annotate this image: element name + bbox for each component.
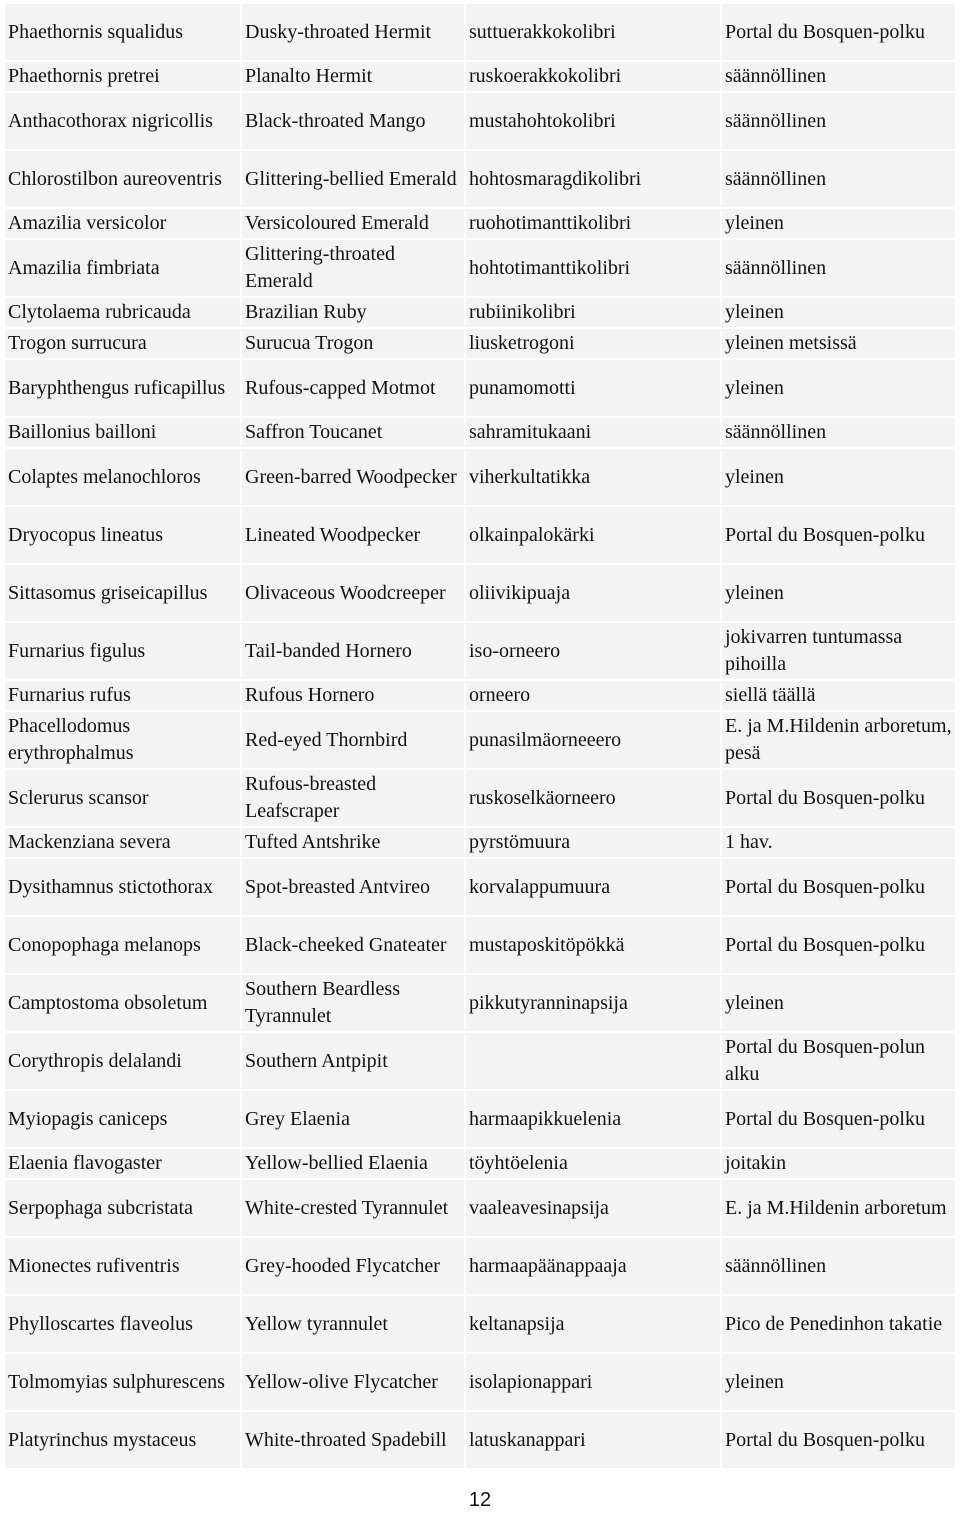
cell-note: säännöllinen [722, 418, 955, 447]
cell-scientific: Furnarius figulus [5, 623, 240, 679]
cell-scientific: Colaptes melanochloros [5, 449, 240, 505]
cell-english: Rufous-capped Motmot [242, 360, 464, 416]
cell-scientific: Amazilia fimbriata [5, 240, 240, 296]
cell-scientific: Baryphthengus ruficapillus [5, 360, 240, 416]
cell-english: Dusky-throated Hermit [242, 4, 464, 60]
table-row [5, 360, 955, 416]
cell-english: White-crested Tyrannulet [242, 1180, 464, 1236]
cell-note: Portal du Bosquen-polku [722, 507, 955, 563]
cell-scientific: Anthacothorax nigricollis [5, 93, 240, 149]
table-row [5, 770, 955, 826]
table-row [5, 917, 955, 973]
cell-finnish: mustahohtokolibri [466, 93, 720, 149]
cell-finnish: hohtosmaragdikolibri [466, 151, 720, 207]
cell-english: Southern Antpipit [242, 1033, 464, 1089]
cell-note: säännöllinen [722, 240, 955, 296]
table-row [5, 828, 955, 857]
cell-note: säännöllinen [722, 151, 955, 207]
cell-note: jokivarren tuntumassa pihoilla [722, 623, 955, 679]
cell-english: Olivaceous Woodcreeper [242, 565, 464, 621]
table-row [5, 329, 955, 358]
cell-english: Spot-breasted Antvireo [242, 859, 464, 915]
cell-finnish: mustaposkitöpökkä [466, 917, 720, 973]
cell-scientific: Dysithamnus stictothorax [5, 859, 240, 915]
cell-note: Portal du Bosquen-polku [722, 917, 955, 973]
cell-english: Versicoloured Emerald [242, 209, 464, 238]
cell-english: Saffron Toucanet [242, 418, 464, 447]
cell-note: säännöllinen [722, 1238, 955, 1294]
cell-note: E. ja M.Hildenin arboretum, pesä [722, 712, 955, 768]
cell-note: yleinen [722, 1354, 955, 1410]
cell-note: Portal du Bosquen-polku [722, 770, 955, 826]
cell-scientific: Furnarius rufus [5, 681, 240, 710]
cell-scientific: Serpophaga subcristata [5, 1180, 240, 1236]
cell-finnish [466, 1033, 720, 1089]
page-number: 12 [468, 1489, 492, 1511]
table-row [5, 62, 955, 91]
cell-scientific: Sittasomus griseicapillus [5, 565, 240, 621]
cell-note: säännöllinen [722, 93, 955, 149]
cell-english: Lineated Woodpecker [242, 507, 464, 563]
cell-finnish: keltanapsija [466, 1296, 720, 1352]
cell-finnish: pyrstömuura [466, 828, 720, 857]
cell-finnish: olkainpalokärki [466, 507, 720, 563]
cell-scientific: Conopophaga melanops [5, 917, 240, 973]
cell-english: Yellow-olive Flycatcher [242, 1354, 464, 1410]
cell-english: Rufous Hornero [242, 681, 464, 710]
cell-scientific: Phaethornis pretrei [5, 62, 240, 91]
cell-scientific: Phylloscartes flaveolus [5, 1296, 240, 1352]
cell-finnish: latuskanappari [466, 1412, 720, 1468]
cell-note: yleinen [722, 209, 955, 238]
cell-finnish: suttuerakkokolibri [466, 4, 720, 60]
table-row [5, 565, 955, 621]
table-row [5, 209, 955, 238]
cell-scientific: Chlorostilbon aureoventris [5, 151, 240, 207]
table-row [5, 623, 955, 679]
cell-finnish: liusketrogoni [466, 329, 720, 358]
cell-note: yleinen [722, 565, 955, 621]
cell-english: Grey Elaenia [242, 1091, 464, 1147]
cell-finnish: pikkutyranninapsija [466, 975, 720, 1031]
cell-note: Portal du Bosquen-polku [722, 1091, 955, 1147]
cell-scientific: Phaethornis squalidus [5, 4, 240, 60]
cell-scientific: Camptostoma obsoletum [5, 975, 240, 1031]
cell-english: Brazilian Ruby [242, 298, 464, 327]
cell-english: Yellow tyrannulet [242, 1296, 464, 1352]
table-row [5, 507, 955, 563]
table-row [5, 1238, 955, 1294]
cell-note: yleinen [722, 449, 955, 505]
cell-scientific: Clytolaema rubricauda [5, 298, 240, 327]
cell-note: siellä täällä [722, 681, 955, 710]
cell-note: Portal du Bosquen-polun alku [722, 1033, 955, 1089]
cell-scientific: Baillonius bailloni [5, 418, 240, 447]
table-row [5, 1180, 955, 1236]
bird-species-table [3, 2, 957, 1470]
cell-finnish: harmaapäänappaaja [466, 1238, 720, 1294]
table-row [5, 151, 955, 207]
table-row [5, 449, 955, 505]
cell-note: yleinen metsissä [722, 329, 955, 358]
cell-note: E. ja M.Hildenin arboretum [722, 1180, 955, 1236]
table-row [5, 1296, 955, 1352]
cell-finnish: ruohotimanttikolibri [466, 209, 720, 238]
cell-english: Tail-banded Hornero [242, 623, 464, 679]
cell-note: yleinen [722, 298, 955, 327]
cell-english: Glittering-throated Emerald [242, 240, 464, 296]
cell-scientific: Mionectes rufiventris [5, 1238, 240, 1294]
table-row [5, 681, 955, 710]
cell-finnish: hohtotimanttikolibri [466, 240, 720, 296]
cell-scientific: Phacellodomus erythrophalmus [5, 712, 240, 768]
cell-finnish: korvalappumuura [466, 859, 720, 915]
cell-finnish: harmaapikkuelenia [466, 1091, 720, 1147]
table-row [5, 859, 955, 915]
cell-scientific: Amazilia versicolor [5, 209, 240, 238]
cell-scientific: Tolmomyias sulphurescens [5, 1354, 240, 1410]
cell-finnish: viherkultatikka [466, 449, 720, 505]
cell-english: Surucua Trogon [242, 329, 464, 358]
cell-note: joitakin [722, 1149, 955, 1178]
table-row [5, 1091, 955, 1147]
table-row [5, 975, 955, 1031]
cell-english: Grey-hooded Flycatcher [242, 1238, 464, 1294]
cell-scientific: Platyrinchus mystaceus [5, 1412, 240, 1468]
cell-scientific: Elaenia flavogaster [5, 1149, 240, 1178]
table-row [5, 298, 955, 327]
cell-note: Portal du Bosquen-polku [722, 859, 955, 915]
cell-scientific: Corythropis delalandi [5, 1033, 240, 1089]
cell-note: Portal du Bosquen-polku [722, 1412, 955, 1468]
cell-finnish: iso-orneero [466, 623, 720, 679]
cell-finnish: orneero [466, 681, 720, 710]
cell-english: Southern Beardless Tyrannulet [242, 975, 464, 1031]
table-row [5, 712, 955, 768]
cell-scientific: Sclerurus scansor [5, 770, 240, 826]
table-row [5, 1412, 955, 1468]
cell-finnish: rubiinikolibri [466, 298, 720, 327]
cell-english: White-throated Spadebill [242, 1412, 464, 1468]
cell-note: Portal du Bosquen-polku [722, 4, 955, 60]
cell-finnish: isolapionappari [466, 1354, 720, 1410]
cell-scientific: Trogon surrucura [5, 329, 240, 358]
table-row [5, 240, 955, 296]
cell-english: Black-cheeked Gnateater [242, 917, 464, 973]
table-row [5, 1354, 955, 1410]
cell-finnish: punasilmäorneeero [466, 712, 720, 768]
cell-finnish: vaaleavesinapsija [466, 1180, 720, 1236]
cell-english: Tufted Antshrike [242, 828, 464, 857]
table-row [5, 1149, 955, 1178]
table-row [5, 1033, 955, 1089]
cell-finnish: oliivikipuaja [466, 565, 720, 621]
cell-note: 1 hav. [722, 828, 955, 857]
cell-english: Rufous-breasted Leafscraper [242, 770, 464, 826]
cell-finnish: punamomotti [466, 360, 720, 416]
cell-finnish: sahramitukaani [466, 418, 720, 447]
cell-note: yleinen [722, 360, 955, 416]
cell-finnish: ruskoerakkokolibri [466, 62, 720, 91]
cell-english: Glittering-bellied Emerald [242, 151, 464, 207]
table-row [5, 93, 955, 149]
cell-english: Yellow-bellied Elaenia [242, 1149, 464, 1178]
cell-english: Green-barred Woodpecker [242, 449, 464, 505]
table-row [5, 4, 955, 60]
cell-note: säännöllinen [722, 62, 955, 91]
cell-finnish: ruskoselkäorneero [466, 770, 720, 826]
cell-english: Planalto Hermit [242, 62, 464, 91]
cell-note: Pico de Penedinhon takatie [722, 1296, 955, 1352]
table-row [5, 418, 955, 447]
cell-scientific: Myiopagis caniceps [5, 1091, 240, 1147]
cell-note: yleinen [722, 975, 955, 1031]
cell-finnish: töyhtöelenia [466, 1149, 720, 1178]
cell-english: Red-eyed Thornbird [242, 712, 464, 768]
cell-english: Black-throated Mango [242, 93, 464, 149]
cell-scientific: Dryocopus lineatus [5, 507, 240, 563]
cell-scientific: Mackenziana severa [5, 828, 240, 857]
